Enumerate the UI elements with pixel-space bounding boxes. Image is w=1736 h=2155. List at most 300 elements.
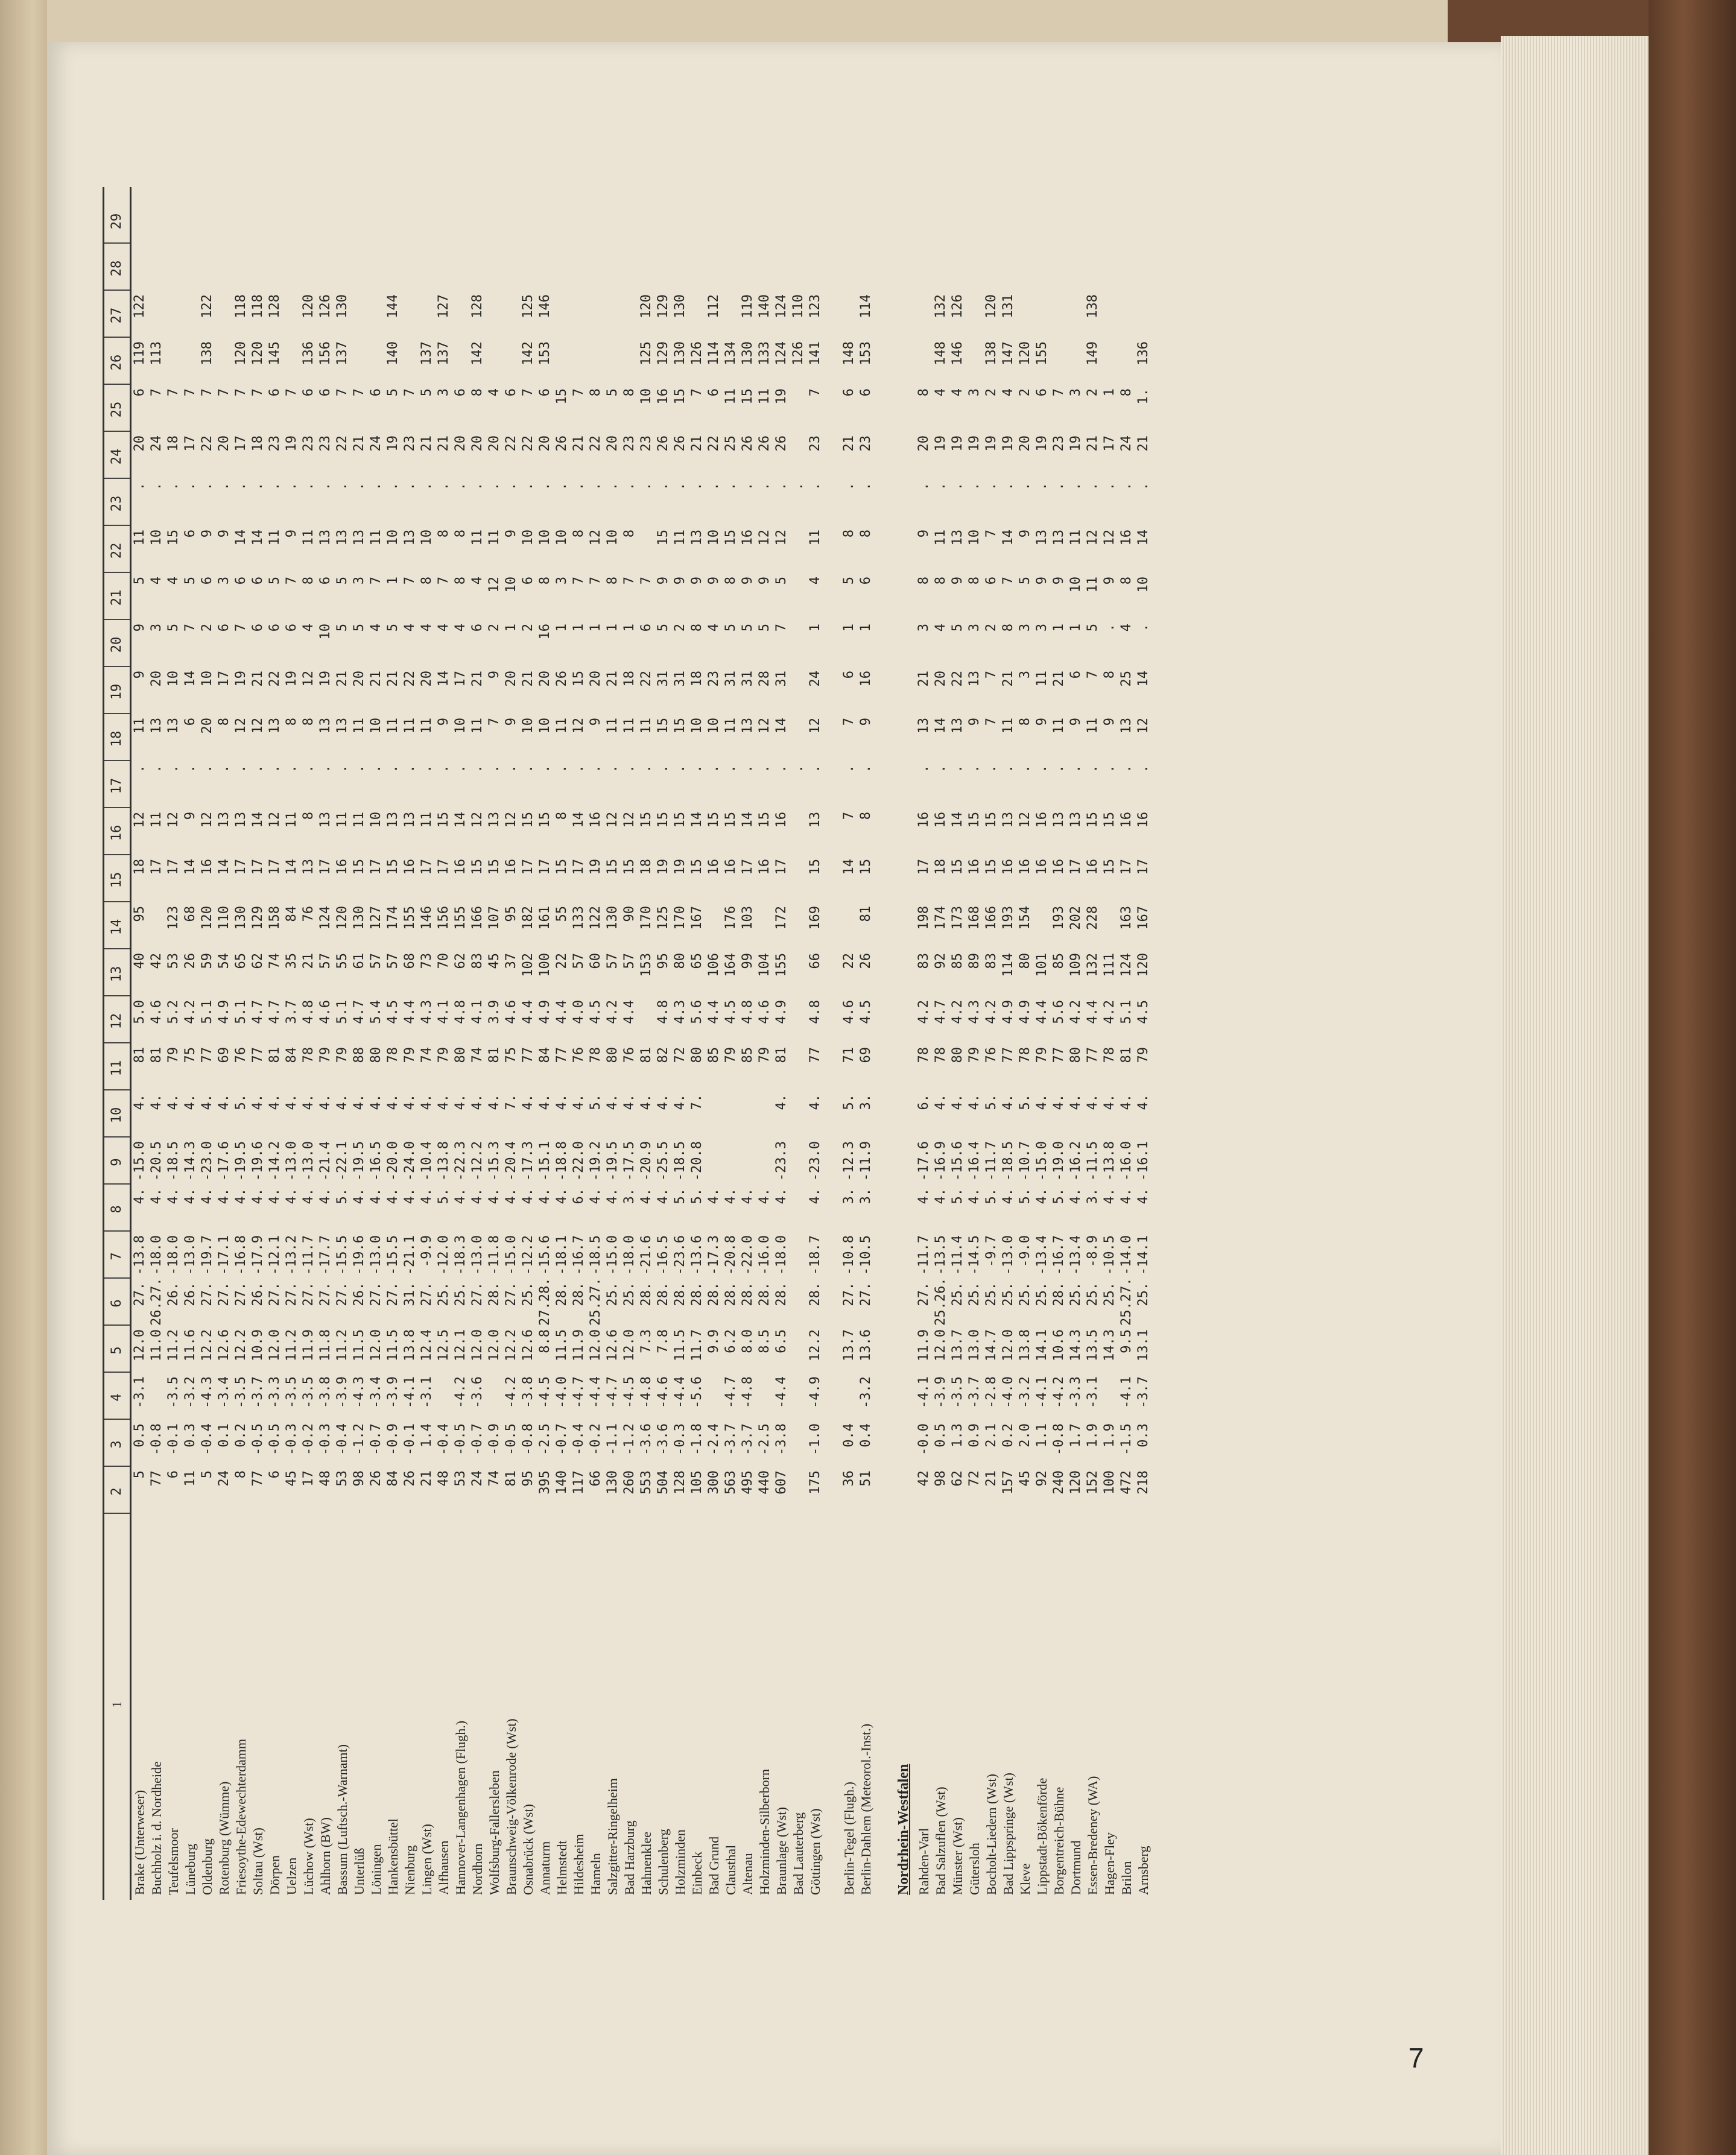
table-cell: -3.5 <box>301 1376 316 1408</box>
table-cell: 69 <box>858 1047 873 1063</box>
station-name: Borgentreich-Bühne <box>1051 1786 1066 1895</box>
table-cell <box>790 432 807 479</box>
table-cell: 4. <box>149 1094 164 1110</box>
table-cell: 98 <box>933 1470 948 1487</box>
table-cell: 15 <box>984 859 999 875</box>
column-header-22: 22 <box>104 526 130 573</box>
table-cell: 12.6 <box>605 1329 620 1361</box>
table-cell: -19.2 <box>588 1141 603 1182</box>
table-cell: . <box>132 483 147 491</box>
table-cell: 7 <box>233 624 249 632</box>
table-cell: 25. <box>622 1282 637 1306</box>
table-cell <box>723 1090 740 1138</box>
table-cell <box>486 1373 503 1420</box>
table-cell: 114 <box>858 294 873 318</box>
table-cell: 136 <box>301 341 316 365</box>
table-cell: 28. <box>554 1282 569 1306</box>
table-cell: 88 <box>352 1047 367 1063</box>
station-name: Bad Grund <box>706 1836 721 1895</box>
table-cell: . <box>757 483 772 491</box>
table-cell <box>638 526 655 573</box>
table-cell: 4. <box>605 1094 620 1110</box>
table-cell: 5. <box>689 1188 705 1204</box>
table-cell: -1.0 <box>808 1423 823 1455</box>
table-cell: 107 <box>487 906 502 930</box>
table-cell: . <box>841 483 857 491</box>
table-cell: 16 <box>706 859 721 875</box>
table-cell: 10 <box>369 812 384 828</box>
table-cell: 26.27. <box>149 1277 164 1326</box>
station-name: Osnabrück (Wst) <box>521 1804 536 1895</box>
table-cell: 25. <box>1136 1282 1151 1306</box>
table-cell: 1.3 <box>950 1423 965 1448</box>
table-cell: 10 <box>537 530 553 546</box>
table-cell: 109 <box>1068 953 1083 977</box>
table-cell: 26 <box>402 1470 417 1487</box>
table-cell <box>706 1138 723 1185</box>
table-cell: 1.9 <box>1085 1423 1100 1448</box>
table-cell: 13.5 <box>1085 1329 1100 1361</box>
table-cell: 80 <box>673 953 688 969</box>
table-cell: 12 <box>487 577 502 593</box>
table-cell: 4. <box>385 1188 401 1204</box>
table-cell: 16 <box>1034 812 1050 828</box>
table-cell: 25.27. <box>588 1277 603 1326</box>
table-row <box>436 187 452 1900</box>
table-cell: 53 <box>335 1470 350 1487</box>
table-cell: 95 <box>656 953 671 969</box>
table-cell: 15 <box>757 812 772 828</box>
table-cell: 11 <box>419 718 434 734</box>
table-cell <box>723 291 740 338</box>
station-name: Holzminden <box>673 1829 688 1895</box>
table-cell: . <box>385 765 401 773</box>
table-cell <box>638 996 655 1043</box>
station-name: Wolfsburg-Fallersleben <box>487 1770 502 1895</box>
table-cell: 6 <box>453 388 468 397</box>
table-cell: 74 <box>267 953 282 969</box>
table-cell <box>436 1373 452 1420</box>
table-cell: 8 <box>916 577 931 585</box>
table-cell: 122 <box>132 294 147 318</box>
table-cell: -21.4 <box>318 1141 333 1182</box>
table-cell: 48 <box>318 1470 333 1487</box>
table-cell: 11.2 <box>166 1329 181 1361</box>
table-cell <box>790 1373 807 1420</box>
table-cell: 166 <box>470 906 485 930</box>
table-cell <box>351 291 368 338</box>
table-cell: 4.9 <box>774 1000 789 1024</box>
table-cell: 4 <box>808 577 823 585</box>
table-cell: -18.7 <box>808 1235 823 1276</box>
table-cell: 11 <box>1001 718 1016 734</box>
table-cell: 4.2 <box>1068 1000 1083 1024</box>
table-cell: 9 <box>284 530 299 538</box>
table-cell: 11.9 <box>571 1329 586 1361</box>
table-cell: 12 <box>504 812 519 828</box>
table-cell: 28. <box>689 1282 705 1306</box>
table-cell <box>1101 902 1118 949</box>
table-cell: . <box>1119 483 1134 491</box>
table-cell: . <box>183 483 198 491</box>
table-cell: 13.8 <box>1018 1329 1033 1361</box>
table-cell: . <box>132 765 147 773</box>
table-cell: 68 <box>183 906 198 922</box>
table-cell: 9 <box>1102 718 1117 726</box>
table-cell <box>571 338 588 385</box>
table-cell: -0.9 <box>385 1423 401 1455</box>
table-cell: 129 <box>656 341 671 365</box>
station-name: Oldenburg <box>200 1838 215 1895</box>
block-gap <box>875 187 892 1900</box>
table-cell: 17 <box>774 859 789 875</box>
table-cell: 12 <box>1018 812 1033 828</box>
table-cell: 4. <box>470 1188 485 1204</box>
column-header-4: 4 <box>104 1373 130 1420</box>
table-cell: -12.1 <box>267 1235 282 1276</box>
table-cell: 15 <box>950 859 965 875</box>
table-cell: 4.4 <box>1034 1000 1050 1024</box>
table-cell: 4. <box>166 1094 181 1110</box>
table-cell <box>604 338 621 385</box>
table-cell: 14.1 <box>1034 1329 1050 1361</box>
table-cell: 27. <box>369 1282 384 1306</box>
table-cell <box>841 1373 858 1420</box>
table-cell: -11.8 <box>487 1235 502 1276</box>
table-cell: 12.6 <box>217 1329 232 1361</box>
table-cell: 130 <box>673 294 688 318</box>
table-cell: 4. <box>149 1188 164 1204</box>
table-cell: 5 <box>1018 577 1033 585</box>
table-cell: -0.5 <box>250 1423 265 1455</box>
table-cell: 10 <box>605 530 620 546</box>
table-cell: 2 <box>984 388 999 397</box>
table-cell <box>148 1373 165 1420</box>
column-header-21: 21 <box>104 573 130 620</box>
table-cell: . <box>1136 624 1151 632</box>
table-cell: -1.2 <box>622 1423 637 1455</box>
station-name: Einbeck <box>689 1851 705 1895</box>
table-cell: 15 <box>706 812 721 828</box>
table-cell: 11.6 <box>183 1329 198 1361</box>
table-cell: 120 <box>639 294 654 318</box>
table-cell: . <box>1102 765 1117 773</box>
table-cell: 79 <box>318 1047 333 1063</box>
table-cell: -16.8 <box>233 1235 249 1276</box>
station-name: Berlin-Tegel (Flugh.) <box>841 1782 857 1895</box>
table-cell: 4. <box>1102 1094 1117 1110</box>
table-cell: 77 <box>149 1470 164 1487</box>
table-cell: 5 <box>166 624 181 632</box>
table-cell: 7 <box>571 388 586 397</box>
table-cell: 14.3 <box>1068 1329 1083 1361</box>
table-cell: -0.5 <box>504 1423 519 1455</box>
table-cell: . <box>1102 483 1117 491</box>
table-cell: 130 <box>233 906 249 930</box>
station-name: Bocholt-Liedern (Wst) <box>984 1774 999 1895</box>
table-row <box>469 187 486 1900</box>
table-cell: 85 <box>740 1047 755 1063</box>
table-cell: 120 <box>1136 953 1151 977</box>
table-cell: 10 <box>706 718 721 734</box>
table-cell <box>1068 338 1085 385</box>
table-cell: -4.2 <box>453 1376 468 1408</box>
table-cell: 5 <box>419 388 434 397</box>
table-cell: 5 <box>183 577 198 585</box>
table-cell: 66 <box>588 1470 603 1487</box>
table-cell: 4.7 <box>352 1000 367 1024</box>
table-cell: 7.8 <box>656 1329 671 1353</box>
table-cell: -20.9 <box>639 1141 654 1182</box>
table-cell: 14 <box>774 718 789 734</box>
table-cell: -9.9 <box>419 1235 434 1267</box>
table-cell: -17.1 <box>217 1235 232 1276</box>
table-cell: 20 <box>470 435 485 452</box>
table-cell: 193 <box>1001 906 1016 930</box>
table-cell <box>588 291 604 338</box>
table-cell: 10 <box>706 530 721 546</box>
table-cell: 20 <box>200 718 215 734</box>
table-cell: -19.5 <box>352 1141 367 1182</box>
table-cell: 19 <box>284 435 299 452</box>
station-name: Altenau <box>740 1853 755 1895</box>
table-cell: 9 <box>916 530 931 538</box>
table-cell: 10 <box>453 718 468 734</box>
table-cell: 15 <box>984 812 999 828</box>
table-cell: 16 <box>1018 859 1033 875</box>
table-cell: 124 <box>774 294 789 318</box>
table-cell: 62 <box>250 953 265 969</box>
table-cell: 0.9 <box>967 1423 982 1448</box>
table-cell: 3 <box>436 388 451 397</box>
table-cell: . <box>673 765 688 773</box>
table-cell: -17.6 <box>217 1141 232 1182</box>
table-cell: 8 <box>1119 577 1134 585</box>
table-cell: 13 <box>301 859 316 875</box>
table-cell: 118 <box>233 294 249 318</box>
table-cell: 26. <box>250 1282 265 1306</box>
table-cell: 20 <box>149 671 164 687</box>
table-row <box>368 187 385 1900</box>
table-cell: . <box>571 765 586 773</box>
table-cell: . <box>1034 765 1050 773</box>
table-cell: 15 <box>723 812 738 828</box>
table-cell: 25 <box>1119 671 1134 687</box>
table-cell: 3.9 <box>487 1000 502 1024</box>
table-cell: 8 <box>858 812 873 820</box>
station-name: Nordhorn <box>470 1843 485 1895</box>
table-cell: 137 <box>436 341 451 365</box>
table-cell: 4. <box>1034 1094 1050 1110</box>
table-cell: . <box>267 765 282 773</box>
table-cell: 7 <box>217 388 232 397</box>
table-cell: 23 <box>1051 435 1066 452</box>
table-cell: 80 <box>1018 953 1033 969</box>
table-cell: 84 <box>385 1470 401 1487</box>
table-cell: -23.0 <box>808 1141 823 1182</box>
table-cell <box>402 291 419 338</box>
table-cell: 119 <box>132 341 147 365</box>
table-cell <box>723 1138 740 1185</box>
table-row <box>672 187 689 1900</box>
table-cell: -4.8 <box>639 1376 654 1408</box>
table-cell: 120 <box>335 906 350 930</box>
table-cell: -4.8 <box>740 1376 755 1408</box>
table-cell: 81 <box>774 1047 789 1063</box>
table-cell: . <box>950 765 965 773</box>
table-cell: 3 <box>916 624 931 632</box>
column-header-2: 2 <box>104 1467 130 1514</box>
table-cell: 8 <box>967 577 982 585</box>
table-cell: 1 <box>1102 388 1117 397</box>
table-cell: 15 <box>656 812 671 828</box>
table-cell: 22 <box>639 671 654 687</box>
table-cell: 10.6 <box>1051 1329 1066 1361</box>
table-cell: 45 <box>284 1470 299 1487</box>
table-cell: 11 <box>1051 718 1066 734</box>
table-cell: -10.8 <box>841 1235 857 1276</box>
station-name: Hankensbüttel <box>385 1818 401 1895</box>
table-cell <box>689 291 706 338</box>
table-cell: 140 <box>554 1470 569 1495</box>
table-row <box>723 187 740 1900</box>
table-cell: -16.0 <box>1119 1141 1134 1182</box>
table-cell: 26 <box>673 435 688 452</box>
table-cell: 16 <box>933 812 948 828</box>
table-cell: 4. <box>385 1094 401 1110</box>
table-cell: 21 <box>984 1470 999 1487</box>
table-cell: 11 <box>301 530 316 546</box>
table-row <box>1085 187 1101 1900</box>
table-cell: 228 <box>1085 906 1100 930</box>
table-cell: 7 <box>808 388 823 397</box>
table-cell: 240 <box>1051 1470 1066 1495</box>
table-cell: 4.2 <box>1102 1000 1117 1024</box>
table-cell: 110 <box>791 294 806 318</box>
table-cell: 81 <box>149 1047 164 1063</box>
station-name: Lingen (Wst) <box>419 1824 434 1895</box>
table-cell: 8 <box>301 718 316 726</box>
table-cell: 23 <box>808 435 823 452</box>
table-cell: 102 <box>521 953 536 977</box>
table-cell: 14 <box>183 671 198 687</box>
table-cell: 16 <box>1051 859 1066 875</box>
table-cell: 4 <box>706 624 721 632</box>
table-cell: -9.0 <box>1018 1235 1033 1267</box>
table-cell: 11 <box>487 530 502 546</box>
table-cell: 156 <box>436 906 451 930</box>
table-cell: 57 <box>571 953 586 969</box>
station-name: Hahnenklee <box>639 1831 654 1895</box>
book-cover-spine <box>1649 0 1736 2155</box>
table-cell: 8 <box>1001 624 1016 632</box>
table-cell: -18.3 <box>453 1235 468 1276</box>
table-cell: 8 <box>453 530 468 538</box>
table-cell: 6 <box>284 624 299 632</box>
table-cell: 12 <box>571 718 586 734</box>
table-cell: 83 <box>984 953 999 969</box>
table-cell: 142 <box>521 341 536 365</box>
table-cell: 11 <box>369 530 384 546</box>
table-cell: 22 <box>200 435 215 452</box>
table-cell: 4.5 <box>385 1000 401 1024</box>
table-cell: 128 <box>470 294 485 318</box>
table-cell: 4. <box>673 1094 688 1110</box>
table-cell: 4. <box>487 1094 502 1110</box>
table-cell: 118 <box>250 294 265 318</box>
table-cell: 23 <box>267 435 282 452</box>
table-cell: 62 <box>453 953 468 969</box>
table-cell <box>571 291 588 338</box>
table-cell: 4. <box>622 1094 637 1110</box>
table-cell: -0.2 <box>588 1423 603 1455</box>
table-cell: 4. <box>521 1188 536 1204</box>
table-cell: 13.0 <box>967 1329 982 1361</box>
table-cell: 15 <box>858 859 873 875</box>
table-cell: 2 <box>200 624 215 632</box>
table-cell: -2.5 <box>757 1423 772 1455</box>
table-cell: 15 <box>639 812 654 828</box>
table-cell <box>1034 291 1051 338</box>
table-cell: 8 <box>1119 388 1134 397</box>
table-cell: . <box>622 483 637 491</box>
table-cell: 4. <box>217 1188 232 1204</box>
table-cell: -15.0 <box>132 1141 147 1182</box>
table-cell: . <box>284 765 299 773</box>
table-cell: 15 <box>673 388 688 405</box>
table-cell: 147 <box>1001 341 1016 365</box>
table-cell: -3.7 <box>1136 1376 1151 1408</box>
table-cell: 11.5 <box>673 1329 688 1361</box>
station-name: Helmstedt <box>554 1840 569 1895</box>
table-cell: 4. <box>774 1188 789 1204</box>
table-cell: 69 <box>217 1047 232 1063</box>
table-cell: 14 <box>571 812 586 828</box>
table-cell: 125 <box>656 906 671 930</box>
table-cell: -16.5 <box>369 1141 384 1182</box>
table-cell: 95 <box>132 906 147 922</box>
table-cell: 11.2 <box>284 1329 299 1361</box>
table-cell: -3.6 <box>470 1376 485 1408</box>
table-cell: 15 <box>436 812 451 828</box>
table-cell: 12.1 <box>453 1329 468 1361</box>
table-cell: 19 <box>656 859 671 875</box>
climate-data-table <box>103 187 1303 1900</box>
table-cell: 14 <box>950 812 965 828</box>
table-cell: . <box>233 483 249 491</box>
column-header-20: 20 <box>104 620 130 667</box>
table-cell: . <box>200 765 215 773</box>
table-cell: 149 <box>1085 341 1100 365</box>
table-cell: 78 <box>933 1047 948 1063</box>
table-cell: 3. <box>1085 1188 1100 1204</box>
table-cell: . <box>267 483 282 491</box>
table-cell: 5 <box>352 624 367 632</box>
table-cell: 13.1 <box>1136 1329 1151 1361</box>
table-cell: 6. <box>916 1094 931 1110</box>
table-cell: 6 <box>301 388 316 397</box>
table-cell: 6 <box>521 577 536 585</box>
table-cell: 11 <box>385 718 401 734</box>
column-header-11: 11 <box>104 1043 130 1090</box>
table-cell: 4.9 <box>537 1000 553 1024</box>
table-row <box>267 187 284 1900</box>
table-cell: 78 <box>385 1047 401 1063</box>
table-cell: 27. <box>267 1282 282 1306</box>
table-row <box>1135 187 1152 1900</box>
table-cell: 28. <box>673 1282 688 1306</box>
table-cell: -4.5 <box>622 1376 637 1408</box>
